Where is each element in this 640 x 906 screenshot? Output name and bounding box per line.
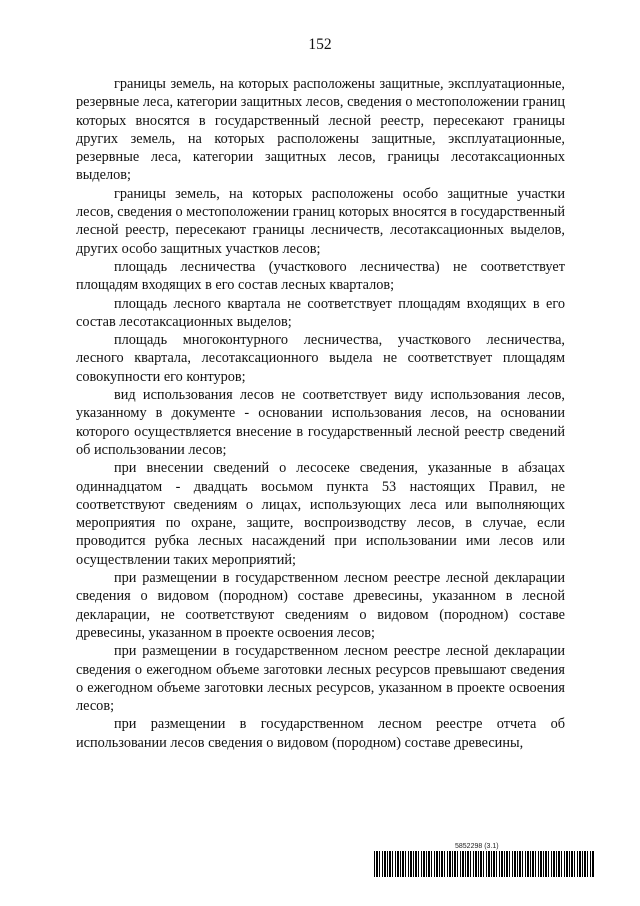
page-number: 152	[308, 36, 332, 53]
paragraph: при размещении в государственном лесном реестре отчета об использовании лесов сведения о видовом (породном) составе древесины,	[76, 716, 565, 751]
barcode	[374, 851, 595, 877]
paragraph: при внесении сведений о лесосеке сведения, указанные в абзацах одиннадцатом - двадцать восьмом пункта 53 настоящих Правил, не соответствуют сведениям о лицах, использующих леса или выполняющих мероприятия по охране, защите, воспроизводству лесов, в случае, если проводится рубка лесных насаждений при использовании ими лесов или осуществлении таких мероприятий;	[76, 460, 565, 568]
paragraph: площадь многоконтурного лесничества, участкового лесничества, лесного квартала, лесотаксационного выдела не соответствует площадям совокупности его контуров;	[76, 332, 565, 385]
document-body	[76, 75, 565, 752]
paragraph: площадь лесного квартала не соответствует площадям входящих в его состав лесотаксационных выделов;	[76, 295, 565, 330]
paragraph: при размещении в государственном лесном реестре лесной декларации сведения о видовом (породном) составе древесины, указанном в лесной декларации, не соответствуют сведениям о видовом (породном) составе древесины, указанном в проекте освоения лесов;	[76, 570, 565, 641]
paragraph: границы земель, на которых расположены особо защитные участки лесов, сведения о местоположении границ которых вносятся в государственный лесной реестр, пересекают границы лесничеств, лесотаксационных выделов, других особо защитных участков лесов;	[76, 185, 565, 257]
paragraph: вид использования лесов не соответствует виду использования лесов, указанному в документе - основании использования лесов, на основании которого осуществляется внесение в государственный лесной реестр сведений об использовании лесов;	[76, 387, 565, 458]
paragraph: границы земель, на которых расположены защитные, эксплуатационные, резервные леса, категории защитных лесов, сведения о местоположении границ которых вносятся в государственный лесной реестр, пересекают границы других земель, на которых расположены защитные, эксплуатационные, резервные леса, категории защитных лесов, границы лесотаксационных выделов;	[76, 76, 565, 184]
paragraph: при размещении в государственном лесном реестре лесной декларации сведения о ежегодном объеме заготовки лесных ресурсов превышают сведения о ежегодном объеме заготовки лесных ресурсов, указанном в проекте освоения лесов;	[76, 643, 565, 715]
document-code: 5852298 (3.1)	[455, 843, 499, 850]
paragraph: площадь лесничества (участкового лесничества) не соответствует площадям входящих в его состав лесных кварталов;	[76, 258, 565, 294]
